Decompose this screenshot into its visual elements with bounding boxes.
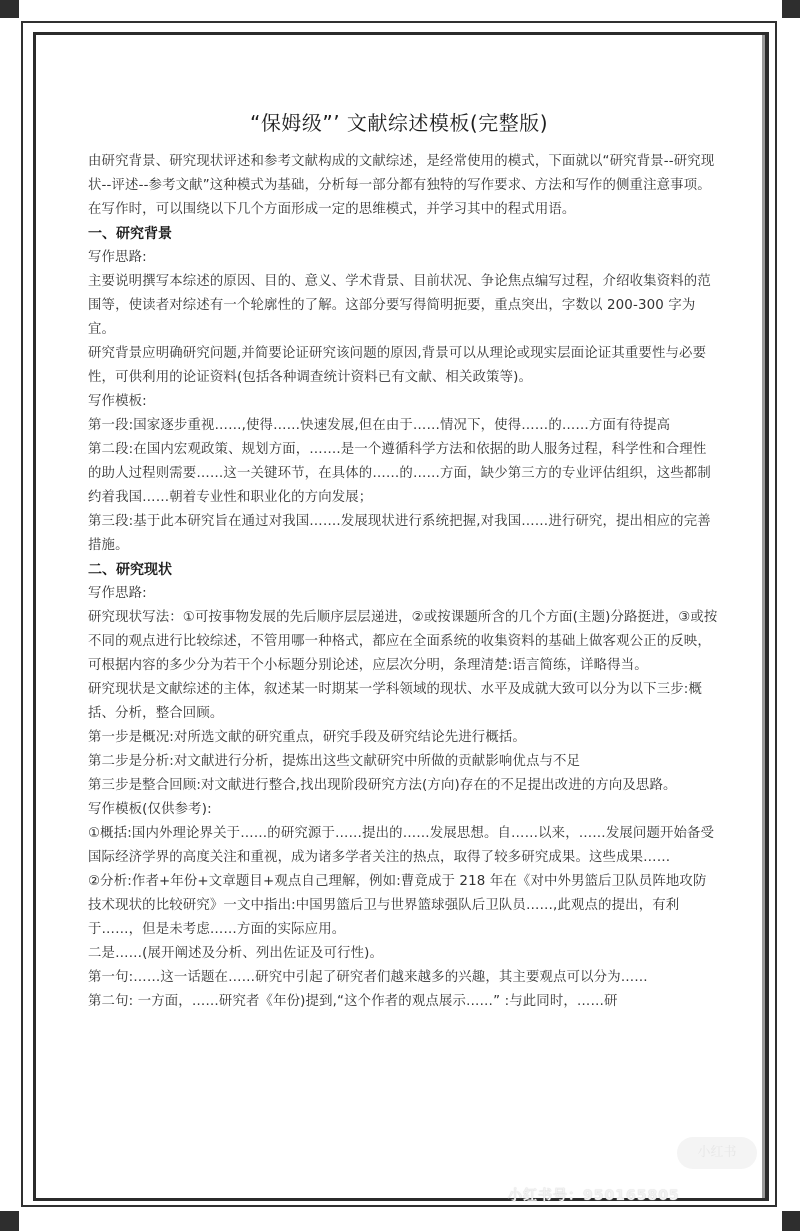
paragraph: 第二句: 一方面，……研究者《年份)提到,“这个作者的观点展示……” :与此同时，……研: [88, 994, 618, 1009]
paragraph: ①概括:国内外理论界关于……的研究源于……提出的……发展思想。自……以来，……发展问题开始备受国际经济学界的高度关注和重视，成为诸多学者关注的热点，取得了较多研究成果。这些成果……: [88, 826, 715, 865]
paragraph: 第一步是概况:对所选文献的研究重点，研究手段及研究结论先进行概括。: [88, 730, 526, 745]
paragraph: 第三步是整合回顾:对文献进行整合,找出现阶段研究方法(方向)存在的不足提出改进的方向及思路。: [88, 778, 677, 793]
watermark-logo: 小红书: [677, 1137, 757, 1169]
paragraph: 主要说明撰写本综述的原因、目的、意义、学术背景、目前状况、争论焦点编写过程，介绍收集资料的范围等，使读者对综述有一个轮廓性的了解。这部分要写得简明扼要，重点突出，字数以 200-300 字为宜。: [88, 274, 711, 337]
paragraph: 写作思路:: [88, 586, 147, 601]
frame-corner-bottom-left: [0, 1211, 19, 1231]
paragraph: 第三段:基于此本研究旨在通过对我国…….发展现状进行系统把握,对我国……进行研究，提出相应的完善措施。: [88, 514, 711, 553]
paragraph: ②分析:作者+年份+文章题目+观点自己理解，例如:曹竟成于 218 年在《对中外男篮后卫队员阵地攻防技术现状的比较研究》一文中指出:中国男篮后卫与世界篮球强队后卫队员……,此观点的提出，有利于……，但是未考虑……方面的实际应用。: [88, 874, 707, 937]
document-body: [88, 108, 718, 1014]
paragraph: 研究现状写法：①可按事物发展的先后顺序层层递进，②或按课题所含的几个方面(主题)分路挺进，③或按不同的观点进行比较综述，不管用哪一种格式，都应在全面系统的收集资料的基础上做客观公正的反映，可根据内容的多少分为若干个小标题分别论述，应层次分明，条理清楚:语言简练，详略得当。: [88, 610, 718, 673]
frame-corner-bottom-right: [782, 1211, 800, 1231]
section-status: [88, 558, 718, 1014]
paragraph: 研究现状是文献综述的主体，叙述某一时期某一学科领域的现状、水平及成就大致可以分为以下三步:概括、分析，整合回顾。: [88, 682, 702, 721]
frame-corner-top-left: [0, 0, 19, 18]
paragraph: 第二步是分析:对文献进行分析，提炼出这些文献研究中所做的贡献影响优点与不足: [88, 754, 581, 769]
watermark-text: 小红书号：950165805: [508, 1188, 680, 1204]
paragraph: 写作思路:: [88, 250, 147, 265]
paragraph: 第二段:在国内宏观政策、规划方面，…….是一个遵循科学方法和依据的助人服务过程，科学性和合理性的助人过程则需要……这一关键环节，在具体的……的……方面，缺少第三方的专业评估组织，这些都制约着我国……朝着专业性和职业化的方向发展；: [88, 442, 711, 505]
section-heading: 一、研究背景: [88, 226, 172, 242]
paragraph: 写作模板(仅供参考):: [88, 802, 212, 817]
section-background: [88, 222, 718, 558]
paragraph: 第一句:……这一话题在……研究中引起了研究者们越来越多的兴趣，其主要观点可以分为……: [88, 970, 648, 985]
paragraph: 第一段:国家逐步重视……,使得……快速发展,但在由于……情况下，使得……的……方面有待提高: [88, 418, 671, 433]
document-title: “保姆级”’ 文献综述模板(完整版): [249, 111, 549, 135]
paragraph: 写作模板:: [88, 394, 147, 409]
section-heading: 二、研究现状: [88, 562, 172, 578]
frame-corner-top-right: [782, 0, 800, 18]
paragraph: 二是……(展开阐述及分析、列出佐证及可行性)。: [88, 946, 384, 961]
paragraph: 研究背景应明确研究问题,并简要论证研究该问题的原因,背景可以从理论或现实层面论证其重要性与必要性，可供利用的论证资料(包括各种调查统计资料已有文献、相关政策等)。: [88, 346, 707, 385]
intro-paragraph: 由研究背景、研究现状评述和参考文献构成的文献综述，是经常使用的模式，下面就以“研究背景--研究现状--评述--参考文献”这种模式为基础，分析每一部分都有独特的写作要求、方法和写作的侧重注意事项。在写作时，可以围绕以下几个方面形成一定的思维模式，并学习其中的程式用语。: [88, 154, 715, 217]
